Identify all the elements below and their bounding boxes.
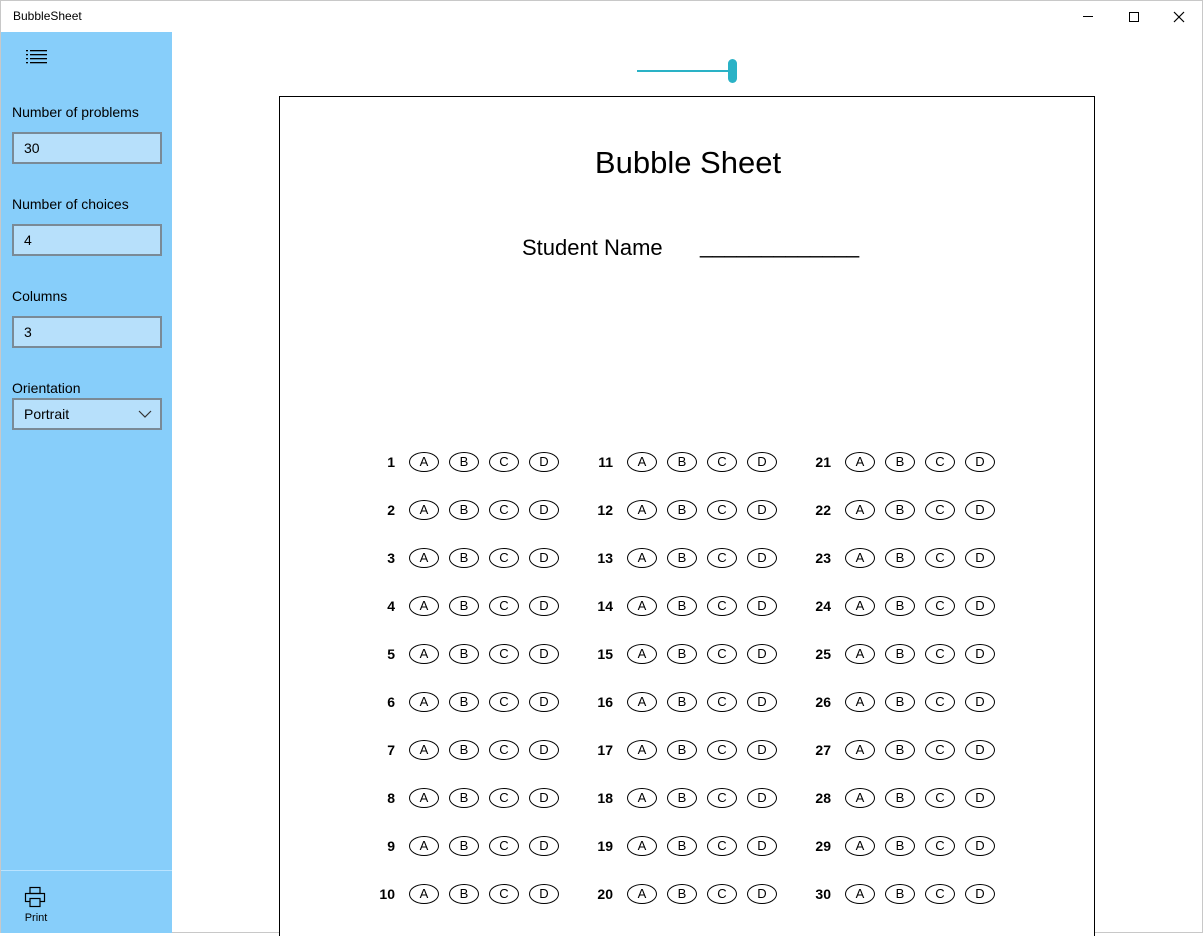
answer-bubble-d: D xyxy=(529,452,559,472)
question-number: 18 xyxy=(597,790,613,806)
answer-bubble-c: C xyxy=(489,548,519,568)
question-number: 12 xyxy=(597,502,613,518)
answer-bubble-d: D xyxy=(747,596,777,616)
question-number: 25 xyxy=(815,646,831,662)
answer-bubble-d: D xyxy=(965,452,995,472)
answer-bubble-c: C xyxy=(489,740,519,760)
answer-bubble-d: D xyxy=(747,644,777,664)
print-button[interactable] xyxy=(11,884,61,928)
question-number: 13 xyxy=(597,550,613,566)
answer-bubble-a: A xyxy=(409,548,439,568)
answer-bubble-a: A xyxy=(409,644,439,664)
question-number: 8 xyxy=(387,790,395,806)
answer-bubble-a: A xyxy=(409,500,439,520)
close-button[interactable] xyxy=(1156,1,1202,32)
answer-bubble-c: C xyxy=(925,692,955,712)
question-number: 10 xyxy=(379,886,395,902)
answer-bubble-a: A xyxy=(845,884,875,904)
answer-bubble-c: C xyxy=(489,644,519,664)
title-bar xyxy=(1,1,1202,32)
question-number: 29 xyxy=(815,838,831,854)
answer-bubble-b: B xyxy=(667,788,697,808)
answer-bubble-a: A xyxy=(627,884,657,904)
answer-bubble-d: D xyxy=(529,548,559,568)
answer-bubble-b: B xyxy=(449,740,479,760)
answer-bubble-d: D xyxy=(747,836,777,856)
columns-input[interactable] xyxy=(12,316,162,348)
question-number: 6 xyxy=(387,694,395,710)
answer-bubble-b: B xyxy=(885,548,915,568)
answer-bubble-a: A xyxy=(627,596,657,616)
answer-bubble-d: D xyxy=(529,644,559,664)
answer-bubble-c: C xyxy=(707,500,737,520)
choices-input[interactable] xyxy=(12,224,162,256)
answer-bubble-c: C xyxy=(707,884,737,904)
answer-bubble-d: D xyxy=(965,692,995,712)
answer-bubble-d: D xyxy=(965,500,995,520)
answer-bubble-d: D xyxy=(747,500,777,520)
problems-label: Number of problems xyxy=(12,104,139,120)
pane-divider xyxy=(1,870,172,871)
answer-bubble-a: A xyxy=(409,596,439,616)
answer-bubble-a: A xyxy=(845,452,875,472)
answer-bubble-b: B xyxy=(885,740,915,760)
question-number: 5 xyxy=(387,646,395,662)
answer-bubble-d: D xyxy=(965,644,995,664)
orientation-label: Orientation xyxy=(12,380,81,396)
question-number: 17 xyxy=(597,742,613,758)
answer-bubble-c: C xyxy=(707,452,737,472)
question-number: 3 xyxy=(387,550,395,566)
question-number: 20 xyxy=(597,886,613,902)
answer-bubble-b: B xyxy=(449,836,479,856)
answer-bubble-d: D xyxy=(747,788,777,808)
answer-bubble-b: B xyxy=(885,452,915,472)
answer-bubble-b: B xyxy=(885,692,915,712)
answer-bubble-b: B xyxy=(667,596,697,616)
window-title: BubbleSheet xyxy=(13,9,82,23)
answer-bubble-a: A xyxy=(845,500,875,520)
orientation-dropdown[interactable] xyxy=(12,398,162,430)
answer-bubble-c: C xyxy=(707,740,737,760)
answer-bubble-c: C xyxy=(925,836,955,856)
list-menu-icon xyxy=(25,48,49,66)
answer-bubble-c: C xyxy=(925,596,955,616)
answer-bubble-c: C xyxy=(489,692,519,712)
answer-bubble-b: B xyxy=(667,500,697,520)
close-icon xyxy=(1173,11,1185,23)
answer-bubble-a: A xyxy=(409,884,439,904)
answer-bubble-a: A xyxy=(845,836,875,856)
answer-bubble-b: B xyxy=(449,692,479,712)
answer-bubble-a: A xyxy=(409,788,439,808)
question-number: 15 xyxy=(597,646,613,662)
answer-bubble-b: B xyxy=(449,452,479,472)
answer-bubble-c: C xyxy=(707,548,737,568)
chevron-down-icon xyxy=(138,408,152,420)
answer-bubble-c: C xyxy=(925,740,955,760)
zoom-slider[interactable] xyxy=(637,58,737,84)
answer-bubble-c: C xyxy=(489,596,519,616)
answer-bubble-a: A xyxy=(627,836,657,856)
answer-bubble-d: D xyxy=(965,788,995,808)
answer-bubble-a: A xyxy=(627,548,657,568)
slider-track xyxy=(637,70,733,72)
question-number: 24 xyxy=(815,598,831,614)
answer-bubble-d: D xyxy=(529,836,559,856)
answer-bubble-b: B xyxy=(667,452,697,472)
answer-bubble-b: B xyxy=(449,644,479,664)
answer-bubble-b: B xyxy=(885,788,915,808)
answer-bubble-c: C xyxy=(489,884,519,904)
answer-bubble-c: C xyxy=(489,788,519,808)
answer-bubble-a: A xyxy=(845,644,875,664)
question-number: 14 xyxy=(597,598,613,614)
answer-bubble-d: D xyxy=(965,740,995,760)
minimize-button[interactable] xyxy=(1065,1,1111,32)
answer-bubble-a: A xyxy=(845,692,875,712)
answer-bubble-c: C xyxy=(925,884,955,904)
answer-bubble-d: D xyxy=(965,884,995,904)
answer-bubble-b: B xyxy=(885,836,915,856)
settings-pane xyxy=(1,32,172,933)
question-number: 26 xyxy=(815,694,831,710)
answer-bubble-d: D xyxy=(747,740,777,760)
question-number: 28 xyxy=(815,790,831,806)
student-name-line: _____________ xyxy=(700,233,860,258)
answer-bubble-a: A xyxy=(409,836,439,856)
answer-bubble-a: A xyxy=(409,692,439,712)
sheet-title: Bubble Sheet xyxy=(594,145,782,180)
orientation-selected: Portrait xyxy=(24,406,70,422)
answer-bubble-d: D xyxy=(747,884,777,904)
answer-bubble-a: A xyxy=(627,452,657,472)
question-number: 7 xyxy=(387,742,395,758)
answer-bubble-c: C xyxy=(489,500,519,520)
answer-bubble-b: B xyxy=(885,500,915,520)
answer-bubble-d: D xyxy=(529,740,559,760)
answer-bubble-c: C xyxy=(925,500,955,520)
answer-bubble-b: B xyxy=(667,644,697,664)
answer-bubble-a: A xyxy=(845,548,875,568)
print-label: Print xyxy=(24,912,48,924)
answer-bubble-a: A xyxy=(845,740,875,760)
question-number: 4 xyxy=(387,598,395,614)
answer-bubble-b: B xyxy=(667,836,697,856)
answer-bubble-b: B xyxy=(885,596,915,616)
answer-bubble-a: A xyxy=(627,644,657,664)
answer-bubble-c: C xyxy=(925,452,955,472)
student-name-label: Student Name xyxy=(522,235,663,260)
answer-bubble-d: D xyxy=(529,692,559,712)
answer-bubble-b: B xyxy=(449,788,479,808)
minimize-icon xyxy=(1083,16,1093,17)
answer-bubble-b: B xyxy=(449,596,479,616)
answer-bubble-a: A xyxy=(627,788,657,808)
answer-bubble-a: A xyxy=(409,452,439,472)
question-number: 22 xyxy=(815,502,831,518)
answer-bubble-b: B xyxy=(667,548,697,568)
answer-bubble-c: C xyxy=(707,692,737,712)
answer-bubble-c: C xyxy=(925,644,955,664)
answer-bubble-d: D xyxy=(529,788,559,808)
answer-bubble-a: A xyxy=(409,740,439,760)
answer-bubble-c: C xyxy=(707,788,737,808)
answer-bubble-b: B xyxy=(667,692,697,712)
question-number: 19 xyxy=(597,838,613,854)
answer-bubble-a: A xyxy=(845,788,875,808)
answer-bubble-b: B xyxy=(449,500,479,520)
answer-bubble-d: D xyxy=(529,596,559,616)
answer-bubble-c: C xyxy=(707,644,737,664)
question-number: 1 xyxy=(387,454,395,470)
printer-icon xyxy=(24,886,46,908)
answer-bubble-d: D xyxy=(965,548,995,568)
answer-bubble-d: D xyxy=(965,596,995,616)
answer-bubble-a: A xyxy=(627,692,657,712)
problems-input[interactable] xyxy=(12,132,162,164)
answer-bubble-c: C xyxy=(489,452,519,472)
slider-thumb[interactable] xyxy=(728,59,737,83)
question-number: 9 xyxy=(387,838,395,854)
answer-bubble-c: C xyxy=(489,836,519,856)
question-number: 2 xyxy=(387,502,395,518)
answer-bubble-a: A xyxy=(627,740,657,760)
choices-label: Number of choices xyxy=(12,196,129,212)
maximize-button[interactable] xyxy=(1111,1,1157,32)
answer-bubble-d: D xyxy=(529,500,559,520)
answer-bubble-a: A xyxy=(627,500,657,520)
answer-bubble-c: C xyxy=(925,548,955,568)
maximize-icon xyxy=(1129,12,1139,22)
question-number: 16 xyxy=(597,694,613,710)
answer-bubble-a: A xyxy=(845,596,875,616)
answer-bubble-d: D xyxy=(747,692,777,712)
answer-bubble-d: D xyxy=(965,836,995,856)
bubble-sheet-page xyxy=(279,96,1095,936)
answer-bubble-c: C xyxy=(707,596,737,616)
answer-bubble-c: C xyxy=(707,836,737,856)
answer-bubble-b: B xyxy=(885,644,915,664)
menu-button[interactable] xyxy=(25,48,49,66)
answer-bubble-d: D xyxy=(529,884,559,904)
answer-bubble-d: D xyxy=(747,548,777,568)
answer-bubble-d: D xyxy=(747,452,777,472)
question-number: 11 xyxy=(598,454,613,470)
question-number: 21 xyxy=(815,454,831,470)
question-number: 27 xyxy=(815,742,831,758)
columns-label: Columns xyxy=(12,288,68,304)
question-number: 23 xyxy=(815,550,831,566)
answer-bubble-c: C xyxy=(925,788,955,808)
answer-bubble-b: B xyxy=(667,884,697,904)
answer-bubble-b: B xyxy=(667,740,697,760)
question-number: 30 xyxy=(815,886,831,902)
answer-bubble-b: B xyxy=(885,884,915,904)
answer-bubble-b: B xyxy=(449,548,479,568)
answer-bubble-b: B xyxy=(449,884,479,904)
